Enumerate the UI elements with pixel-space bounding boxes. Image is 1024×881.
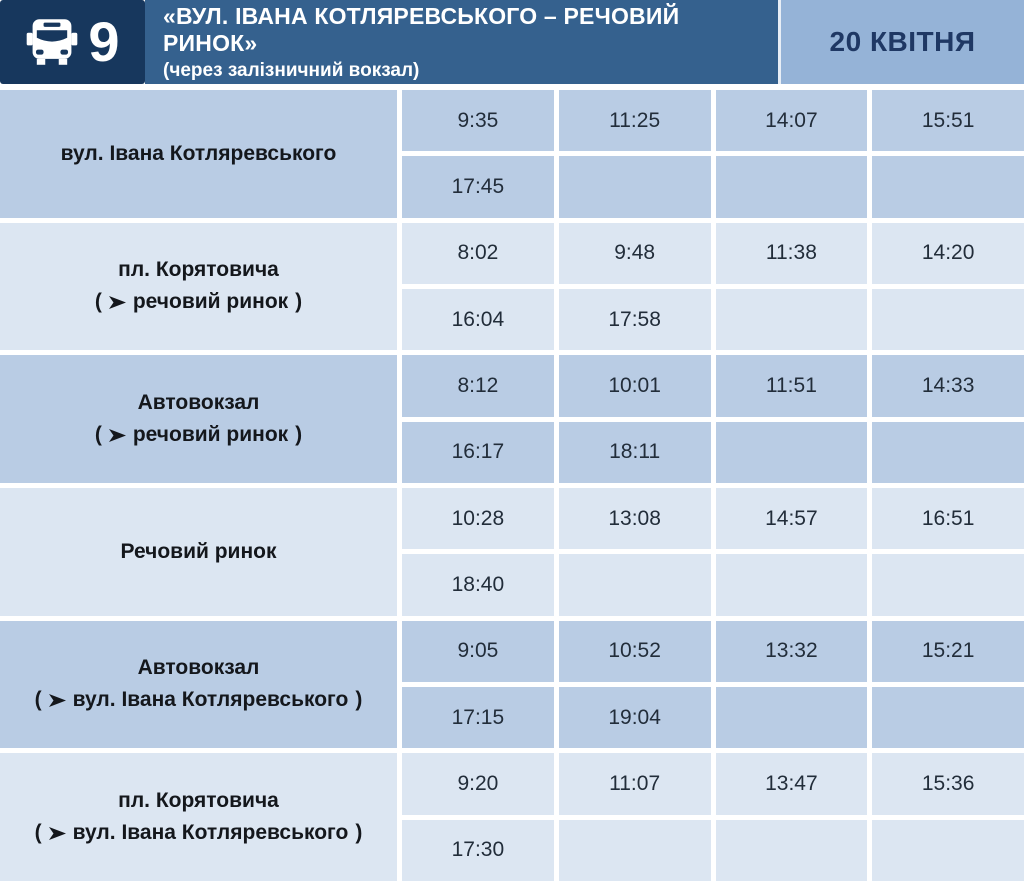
stop-name: Автовокзал bbox=[137, 390, 260, 414]
departure-time-cell bbox=[559, 753, 711, 814]
departure-time-cell bbox=[402, 820, 554, 881]
schedule-table bbox=[0, 90, 1024, 881]
departure-time: 13:47 bbox=[765, 771, 818, 795]
departure-time: 14:33 bbox=[921, 373, 975, 397]
departure-time: 17:15 bbox=[451, 705, 505, 729]
departure-time: 17:30 bbox=[451, 838, 505, 862]
empty-time-cell bbox=[872, 289, 1024, 350]
arrow-right-icon bbox=[49, 827, 66, 840]
departure-time: 14:57 bbox=[765, 506, 818, 530]
departure-time-cell bbox=[559, 422, 711, 483]
departure-time: 11:38 bbox=[765, 241, 817, 265]
empty-time-cell bbox=[716, 156, 868, 217]
departure-time: 15:51 bbox=[921, 108, 975, 132]
departure-time-cell bbox=[402, 289, 554, 350]
direction-close-paren: ) bbox=[295, 423, 303, 447]
empty-time-cell bbox=[716, 687, 868, 748]
direction-name: вул. Івана Котляревського bbox=[72, 688, 349, 712]
departure-time: 11:07 bbox=[609, 771, 661, 795]
stop-name-cell bbox=[0, 488, 397, 616]
departure-time-cell bbox=[402, 621, 554, 682]
empty-time-cell bbox=[872, 820, 1024, 881]
stop-direction bbox=[95, 419, 302, 452]
empty-time-cell bbox=[872, 687, 1024, 748]
departure-time-cell bbox=[402, 90, 554, 151]
stop-name-cell bbox=[0, 753, 397, 881]
route-subtitle: (через залізничний вокзал) bbox=[163, 59, 420, 81]
empty-time-cell bbox=[559, 554, 711, 615]
departure-time-cell bbox=[559, 687, 711, 748]
stop-name: пл. Корятовича bbox=[118, 788, 279, 812]
departure-time-cell bbox=[872, 488, 1024, 549]
departure-time-cell bbox=[402, 422, 554, 483]
departure-time: 14:20 bbox=[921, 241, 975, 265]
departure-time-cell bbox=[716, 621, 868, 682]
stop-name-cell bbox=[0, 621, 397, 749]
departure-time: 9:35 bbox=[457, 108, 499, 132]
departure-time: 18:40 bbox=[451, 572, 505, 596]
route-number-box bbox=[0, 0, 145, 84]
direction-close-paren: ) bbox=[355, 821, 363, 845]
stop-name: Речовий ринок bbox=[120, 539, 277, 563]
departure-time: 9:48 bbox=[614, 241, 656, 265]
departure-time: 10:52 bbox=[608, 639, 661, 663]
departure-time-cell bbox=[559, 223, 711, 284]
departure-time-cell bbox=[559, 621, 711, 682]
departure-time: 10:01 bbox=[608, 373, 661, 397]
departure-time: 8:12 bbox=[457, 373, 499, 397]
empty-time-cell bbox=[872, 554, 1024, 615]
direction-close-paren: ) bbox=[295, 290, 303, 314]
departure-time-cell bbox=[716, 753, 868, 814]
departure-time: 13:08 bbox=[608, 506, 661, 530]
departure-time-cell bbox=[402, 488, 554, 549]
route-title: «ВУЛ. ІВАНА КОТЛЯРЕВСЬКОГО – РЕЧОВИЙ РИНОК» bbox=[163, 2, 680, 56]
departure-time: 11:25 bbox=[609, 108, 661, 132]
departure-time-cell bbox=[872, 355, 1024, 416]
empty-time-cell bbox=[716, 289, 868, 350]
departure-time-cell bbox=[872, 90, 1024, 151]
direction-open-paren: ( bbox=[94, 423, 102, 447]
stop-direction bbox=[95, 286, 302, 319]
departure-time-cell bbox=[872, 223, 1024, 284]
stop-name-cell bbox=[0, 223, 397, 351]
departure-time: 16:51 bbox=[921, 506, 975, 530]
empty-time-cell bbox=[716, 422, 868, 483]
empty-time-cell bbox=[872, 156, 1024, 217]
stop-direction bbox=[35, 684, 363, 717]
departure-time-cell bbox=[402, 223, 554, 284]
direction-open-paren: ( bbox=[94, 290, 102, 314]
schedule-row-group bbox=[0, 223, 1024, 351]
route-number: 9 bbox=[88, 10, 120, 73]
departure-time: 17:58 bbox=[608, 307, 661, 331]
departure-time-cell bbox=[559, 90, 711, 151]
departure-time-cell bbox=[402, 753, 554, 814]
departure-time-cell bbox=[716, 90, 868, 151]
empty-time-cell bbox=[559, 820, 711, 881]
empty-time-cell bbox=[872, 422, 1024, 483]
departure-time-cell bbox=[872, 621, 1024, 682]
schedule-row-group bbox=[0, 90, 1024, 218]
departure-time-cell bbox=[559, 355, 711, 416]
date-label: 20 КВІТНЯ bbox=[829, 26, 976, 57]
departure-time-cell bbox=[559, 488, 711, 549]
date-box bbox=[778, 0, 1024, 84]
departure-time: 16:04 bbox=[451, 307, 505, 331]
departure-time: 14:07 bbox=[765, 108, 818, 132]
route-title-box bbox=[145, 0, 778, 84]
departure-time: 8:02 bbox=[457, 241, 499, 265]
departure-time-cell bbox=[402, 156, 554, 217]
direction-close-paren: ) bbox=[355, 688, 363, 712]
stop-name: пл. Корятовича bbox=[118, 257, 279, 281]
departure-time-cell bbox=[559, 289, 711, 350]
direction-open-paren: ( bbox=[34, 688, 42, 712]
empty-time-cell bbox=[559, 156, 711, 217]
direction-name: речовий ринок bbox=[132, 290, 289, 314]
departure-time: 15:21 bbox=[921, 639, 975, 663]
header bbox=[0, 0, 1024, 84]
departure-time: 15:36 bbox=[921, 771, 975, 795]
departure-time-cell bbox=[402, 687, 554, 748]
departure-time: 19:04 bbox=[608, 705, 661, 729]
stop-name-cell bbox=[0, 90, 397, 218]
empty-time-cell bbox=[716, 820, 868, 881]
bus-icon bbox=[25, 15, 79, 69]
schedule-row-group bbox=[0, 753, 1024, 881]
departure-time: 16:17 bbox=[451, 440, 505, 464]
direction-name: вул. Івана Котляревського bbox=[72, 821, 349, 845]
departure-time-cell bbox=[716, 488, 868, 549]
departure-time-cell bbox=[402, 554, 554, 615]
direction-name: речовий ринок bbox=[132, 423, 289, 447]
departure-time-cell bbox=[716, 355, 868, 416]
departure-time-cell bbox=[872, 753, 1024, 814]
departure-time: 9:20 bbox=[457, 771, 499, 795]
arrow-right-icon bbox=[109, 296, 126, 309]
departure-time: 17:45 bbox=[451, 174, 505, 198]
arrow-right-icon bbox=[109, 429, 126, 442]
stop-name-cell bbox=[0, 355, 397, 483]
departure-time: 18:11 bbox=[609, 440, 661, 464]
stop-direction bbox=[35, 817, 363, 850]
arrow-right-icon bbox=[49, 694, 66, 707]
empty-time-cell bbox=[716, 554, 868, 615]
schedule-row-group bbox=[0, 355, 1024, 483]
departure-time: 10:28 bbox=[451, 506, 505, 530]
departure-time: 13:32 bbox=[765, 639, 818, 663]
direction-open-paren: ( bbox=[34, 821, 42, 845]
stop-name: вул. Івана Котляревського bbox=[60, 141, 337, 165]
departure-time: 9:05 bbox=[457, 639, 499, 663]
schedule-row-group bbox=[0, 488, 1024, 616]
stop-name: Автовокзал bbox=[137, 655, 260, 679]
departure-time-cell bbox=[716, 223, 868, 284]
schedule-row-group bbox=[0, 621, 1024, 749]
departure-time-cell bbox=[402, 355, 554, 416]
departure-time: 11:51 bbox=[765, 373, 817, 397]
